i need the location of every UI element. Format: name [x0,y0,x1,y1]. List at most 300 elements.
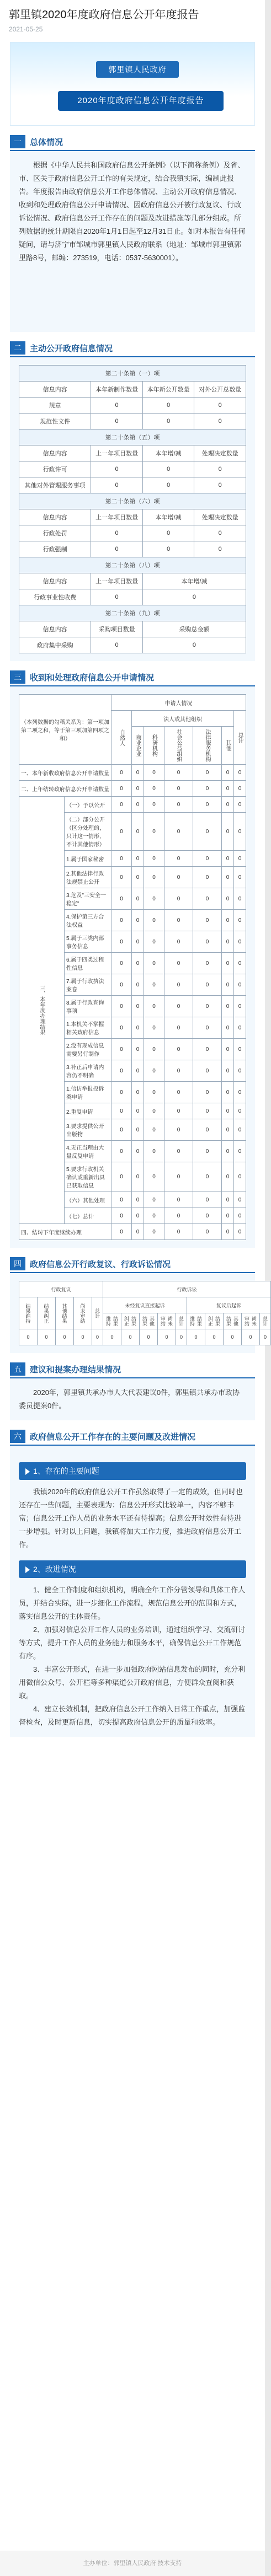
cell: 0 [194,414,246,430]
row-label: 1.属于国家秘密 [65,851,111,867]
cell: 0 [142,398,194,414]
cell: 0 [132,996,144,1017]
row-label: 7.属于行政执法案卷 [65,974,111,996]
section-body [10,1378,255,1420]
cell: 0 [222,797,234,813]
cell: 0 [222,1082,234,1103]
cell: 0 [142,477,194,493]
section-review [10,1255,268,1353]
cell: 0 [111,851,132,867]
cell: 0 [164,781,193,797]
cell: 0 [142,637,246,653]
cell: 0 [132,781,144,797]
cell: 0 [144,1162,164,1192]
cell: 0 [164,1192,193,1208]
cell: 0 [144,1060,164,1082]
col-header: 信息内容 [19,509,91,525]
table-row [19,589,246,605]
col-header: 结果纠正 [205,1313,224,1329]
col-header: 上一年项目数量 [91,573,143,589]
col-header: 商业企业 [132,727,144,765]
section-title: 建议和提案办理结果情况 [30,1365,121,1375]
row-label: 3.补正后申请内容仍不明确 [65,1060,111,1082]
col-header: 尚未审结 [158,1313,176,1329]
row-label: 2.没有现成信息需要另行制作 [65,1039,111,1060]
cell: 0 [111,974,132,996]
cell: 0 [132,867,144,888]
cell: 0 [111,1141,132,1162]
cell: 0 [144,888,164,910]
row-label: 3.要求提供公开出版物 [65,1119,111,1141]
cell: 0 [111,813,132,851]
cell: 0 [193,813,222,851]
cell: 0 [222,781,234,797]
section-overview [10,133,255,332]
cell: 0 [193,1224,222,1240]
cell: 政府集中采购 [19,637,91,653]
overview-text: 根据《中华人民共和国政府信息公开条例》（以下简称条例）及省、市、区关于政府信息公开工作的有关规定，结合我镇实际，编制此报告。年度报告由政府信息公开工作总体情况、主动公开政府信息情况、收到和处理政府信息公开申请情况、因政府信息公开被行政复议、行政诉讼情况、政府信息公开工作存在的问题及改进措施等几部分组成。所列数据的统计期限自2020年1月1日起至12月31日止。如对本报告有任何疑问，请与济宁市邹城市郭里镇人民政府联系（地址：邹城市郭里镇郭里路8号，邮编：273519，电话：0537-5630001）。 [19,161,246,262]
cell: 0 [144,765,164,781]
cell: 0 [111,931,132,953]
cell: 0 [142,541,194,557]
cell: 0 [111,1224,132,1240]
col-header: 科研机构 [144,727,164,765]
section-title: 政府信息公开行政复议、行政诉讼情况 [30,1259,171,1269]
cell: 0 [234,797,246,813]
row-label: 一、本年新收政府信息公开申请数量 [19,765,111,781]
cell: 0 [142,414,194,430]
col-header: 其他结果 [224,1313,242,1329]
cell: 0 [142,461,194,477]
cell: 0 [56,1329,74,1345]
cell: 0 [234,1039,246,1060]
cell: 0 [234,1082,246,1103]
cell: 0 [164,1119,193,1141]
col-header: 总计 [234,711,246,765]
cell: 0 [144,797,164,813]
table-row [19,398,246,414]
cell: 0 [132,1162,144,1192]
section-number: 三 [10,670,25,684]
cell: 0 [222,931,234,953]
col-header: 结果维持 [19,1297,38,1329]
cell: 0 [164,1082,193,1103]
cell: 其他对外管理服务事项 [19,477,91,493]
section-title: 总体情况 [30,137,63,147]
proposals-text: 2020年，郭里镇共承办市人大代表建议0件，郭里镇共承办市政协委员提案0件。 [19,1388,240,1410]
col-header: 信息内容 [19,621,91,637]
cell: 0 [242,1329,260,1345]
row-label: 3.危及"三安全一稳定" [65,888,111,910]
cell: 0 [111,1103,132,1119]
cell: 0 [205,1329,224,1345]
cell: 0 [111,888,132,910]
cell: 0 [74,1329,92,1345]
col-header: 本年增/减 [142,446,194,461]
table-row [19,461,246,477]
cell: 0 [222,1224,234,1240]
article-date: 2021-05-25 [9,25,43,33]
row-label: 5.属于三类内部事务信息 [65,931,111,953]
cell: 0 [121,1329,140,1345]
cell: 0 [132,1060,144,1082]
row-label: （二）部分公开（区分处理的，只计这一情形，不计其他情形） [65,813,111,851]
row-label: 1.信访举报投诉类申请 [65,1082,111,1103]
cell: 0 [144,1103,164,1119]
cell: 0 [132,953,144,974]
corner-note: （本列数据的勾稽关系为：第一项加第二项之和，等于第三项加第四项之和） [19,695,111,765]
col-header: 采购总金额 [142,621,246,637]
cell: 0 [193,888,222,910]
cell: 0 [91,414,143,430]
table-row [19,797,246,813]
cell: 0 [234,1162,246,1192]
cell: 0 [222,765,234,781]
section-title: 主动公开政府信息情况 [30,344,113,353]
cell: 0 [222,813,234,851]
cell: 0 [222,1060,234,1082]
row-label: 4.无正当理由大量反复申请 [65,1141,111,1162]
cell: 0 [164,1103,193,1119]
cell: 0 [164,974,193,996]
cell: 0 [234,1224,246,1240]
cell: 0 [164,867,193,888]
applications-body [19,765,246,1240]
cell: 0 [193,1082,222,1103]
cell: 0 [234,1119,246,1141]
cell: 0 [164,1039,193,1060]
report-badge: 2020年度政府信息公开年度报告 [58,91,224,111]
section-header [10,1361,255,1378]
col-header: 处理决定数量 [194,446,246,461]
cell: 0 [234,888,246,910]
table-row [19,637,246,653]
cell: 0 [132,1039,144,1060]
cell: 0 [91,525,143,541]
cell: 0 [193,1208,222,1224]
cell: 0 [132,1192,144,1208]
cell: 行政处罚 [19,525,91,541]
cell: 0 [132,851,144,867]
section-proposals [10,1361,255,1420]
cell: 0 [234,953,246,974]
fix-item: 3、丰富公开形式，在进一步加强政府网站信息发布的同时，充分利用微信公众号、公开栏等多种渠道公开政府信息，方便群众查阅和获取。 [19,1665,246,1700]
problem-text: 我镇2020年的政府信息公开工作虽然取得了一定的成效，但同时也还存在一些问题，主要表现为：信息公开形式比较单一，内容不够丰富；信息公开工作人员的业务水平还有待提高；信息公开时效性有待进一步增强。针对以上问题，我镇将加大工作力度，推进政府信息公开工作。 [19,1488,243,1549]
cell: 0 [111,1119,132,1141]
table-row [19,541,246,557]
cell: 0 [132,974,144,996]
col-header: 总计 [92,1297,103,1329]
cell: 0 [91,398,143,414]
table-caption: 第二十条第（八）项 [19,557,246,573]
cell: 0 [132,1017,144,1039]
col-header: 社会公益组织 [164,727,193,765]
cell: 0 [144,1224,164,1240]
cell: 0 [234,931,246,953]
cell: 0 [193,953,222,974]
col-header: 处理决定数量 [194,509,246,525]
section-body [10,357,255,661]
arrow-icon [25,1468,30,1475]
cell: 0 [144,1141,164,1162]
section-body [10,151,255,332]
cell: 0 [193,1141,222,1162]
article-title: 郭里镇2020年度政府信息公开年度报告 [9,9,199,21]
cell: 0 [111,910,132,931]
subsection-title: 2、改进情况 [33,1565,76,1574]
cell: 0 [234,1208,246,1224]
table-row [19,781,246,797]
col-header: 采购项目数量 [91,621,143,637]
cell: 0 [111,1060,132,1082]
row-label: 二、上年结转政府信息公开申请数量 [19,781,111,797]
page-footer: 主办单位：郭里镇人民政府 技术支持 [0,2551,265,2576]
section-header [10,1428,255,1446]
cell: 0 [144,996,164,1017]
cell: 0 [132,1082,144,1103]
cell: 0 [222,1039,234,1060]
cell: 0 [164,1162,193,1192]
cell: 0 [193,781,222,797]
table-caption: 第二十条第（一）项 [19,366,246,382]
row-label: 6.属于四类过程性信息 [65,953,111,974]
col-header: 行政复议 [19,1281,103,1297]
section-number: 六 [10,1430,25,1443]
row-label: 2.其他法律行政法规禁止公开 [65,867,111,888]
cell: 0 [222,1119,234,1141]
cell: 0 [222,974,234,996]
section-body [10,1273,268,1353]
cell: 0 [234,867,246,888]
col-header: 法律服务机构 [193,727,222,765]
table-row [19,414,246,430]
cell: 0 [132,931,144,953]
cell: 0 [193,797,222,813]
cell: 0 [222,888,234,910]
cell: 0 [111,867,132,888]
cell: 0 [111,953,132,974]
article-header [0,0,265,39]
row-label: 8.属于行政查询事项 [65,996,111,1017]
subsection-header [19,1462,246,1480]
cell: 0 [164,1141,193,1162]
cell: 行政事业性收费 [19,589,91,605]
cell: 0 [234,851,246,867]
table-row [19,765,246,781]
cell: 0 [132,1141,144,1162]
section-body [10,686,255,1248]
cell: 0 [144,1039,164,1060]
cell: 0 [111,996,132,1017]
review-table [19,1281,271,1345]
org-badge: 郭里镇人民政府 [96,61,179,78]
cell: 0 [193,974,222,996]
cell: 0 [144,1208,164,1224]
row-label: 4.保护第三方合法权益 [65,910,111,931]
cell: 0 [164,1224,193,1240]
col-header: 信息内容 [19,382,91,398]
subsection-title: 1、存在的主要问题 [33,1467,99,1475]
cell: 0 [144,781,164,797]
cell: 0 [164,931,193,953]
cell: 0 [164,851,193,867]
cell: 0 [144,931,164,953]
table-caption: 第二十条第（六）项 [19,493,246,509]
cell: 0 [144,867,164,888]
table-caption: 第二十条第（九）项 [19,605,246,621]
cell: 0 [176,1329,187,1345]
col-header: 复议后起诉 [187,1297,271,1313]
cell: 0 [132,1208,144,1224]
cell: 0 [222,910,234,931]
cell: 0 [234,1141,246,1162]
col-header: 本年增/减 [142,573,246,589]
cell: 0 [234,765,246,781]
cell: 0 [194,477,246,493]
cell: 0 [142,525,194,541]
cell: 行政强制 [19,541,91,557]
row-label: 5.要求行政机关确认或重新出具已获取信息 [65,1162,111,1192]
cell: 0 [144,1119,164,1141]
cell: 0 [111,797,132,813]
cell: 规章 [19,398,91,414]
col-header: 总计 [176,1313,187,1329]
fix-item: 2、加强对信息公开工作人员的业务培训，通过组织学习、交流研讨等方式，提升工作人员的业务能力和服务水平，确保信息公开工作规范有序。 [19,1625,246,1660]
col-header: 结果纠正 [38,1297,56,1329]
cell: 0 [193,1017,222,1039]
table-caption: 第二十条第（五）项 [19,430,246,446]
cell: 0 [193,867,222,888]
col-header: 结果维持 [103,1313,121,1329]
cell: 0 [144,851,164,867]
section-number: 五 [10,1362,25,1376]
cell: 0 [132,910,144,931]
cell: 0 [193,931,222,953]
section-number: 四 [10,1257,25,1270]
cell: 0 [193,1060,222,1082]
cell: 0 [19,1329,38,1345]
col-header: 自然人 [111,711,132,765]
section-applications [10,669,255,1248]
cell: 0 [144,813,164,851]
cell: 0 [144,1017,164,1039]
cell: 0 [142,589,246,605]
cell: 0 [194,398,246,414]
cell: 0 [164,996,193,1017]
cell: 0 [222,1162,234,1192]
section-problems [10,1428,255,1737]
cell: 0 [193,910,222,931]
cell: 0 [91,637,143,653]
col-header: 本年增/减 [142,509,194,525]
section-header [10,669,255,686]
arrow-icon [25,1566,30,1573]
cell: 0 [158,1329,176,1345]
col-header: 法人或其他组织 [132,711,234,727]
section-title: 收到和处理政府信息公开申请情况 [30,673,155,683]
cell: 0 [164,1208,193,1224]
cell: 0 [193,1039,222,1060]
cell: 0 [140,1329,158,1345]
cell: 0 [164,910,193,931]
cell: 0 [103,1329,121,1345]
col-header: 本年新制作数量 [91,382,143,398]
fix-item: 1、健全工作制度和组织机构，明确全年工作分管领导和具体工作人员，并结合实际，进一步细化工作流程，规范信息公开的范围和方式，落实信息公开的主体责任。 [19,1586,246,1620]
cell: 0 [132,813,144,851]
cell: 0 [260,1329,271,1345]
cell: 0 [194,541,246,557]
cell: 0 [164,1017,193,1039]
col-header: 未经复议直接起诉 [103,1297,187,1313]
cell: 0 [193,765,222,781]
cell: 0 [91,589,143,605]
cell: 0 [222,953,234,974]
cell: 0 [111,781,132,797]
cell: 0 [111,1208,132,1224]
cell: 0 [132,797,144,813]
cell: 0 [132,1119,144,1141]
table-row [19,1224,246,1240]
col-header: 上一年项目数量 [91,446,143,461]
cell: 0 [194,461,246,477]
cell: 0 [144,974,164,996]
cell: 0 [132,1103,144,1119]
cell: 0 [234,974,246,996]
table-row [19,1329,271,1345]
cell: 0 [234,1017,246,1039]
cell: 0 [132,888,144,910]
cell: 0 [234,1060,246,1082]
applications-table [19,694,246,1240]
col-header: 总计 [260,1313,271,1329]
cell: 0 [193,996,222,1017]
cell: 0 [144,953,164,974]
cell: 规范性文件 [19,414,91,430]
cell: 0 [111,1082,132,1103]
row-label: 2.重复申请 [65,1103,111,1119]
col-header: 结果纠正 [121,1313,140,1329]
cell: 0 [222,1192,234,1208]
section-proactive [10,340,255,661]
cell: 0 [224,1329,242,1345]
fix-item: 4、建立长效机制，把政府信息公开工作纳入日常工作重点，加强监督检查，及时更新信息，切实提高政府信息公开的质量和效率。 [19,1705,246,1726]
cell: 0 [234,1192,246,1208]
row-label: （六）其他处理 [65,1192,111,1208]
cell: 0 [144,1082,164,1103]
col-header: 信息内容 [19,573,91,589]
row-label: （七）总计 [65,1208,111,1224]
cell: 0 [91,461,143,477]
cell: 0 [132,765,144,781]
subsection-header [19,1560,246,1578]
section-number: 二 [10,341,25,355]
cell: 0 [38,1329,56,1345]
cell: 行政许可 [19,461,91,477]
row-label: 四、结转下年度继续办理 [19,1224,111,1240]
section-header [10,1255,255,1273]
cell: 0 [193,1119,222,1141]
cell: 0 [164,953,193,974]
cell: 0 [222,851,234,867]
cell: 0 [164,1060,193,1082]
cell: 0 [111,1192,132,1208]
cell: 0 [164,813,193,851]
cell: 0 [222,1017,234,1039]
table-row [19,525,246,541]
cell: 0 [111,1162,132,1192]
cell: 0 [234,781,246,797]
cell: 0 [193,851,222,867]
